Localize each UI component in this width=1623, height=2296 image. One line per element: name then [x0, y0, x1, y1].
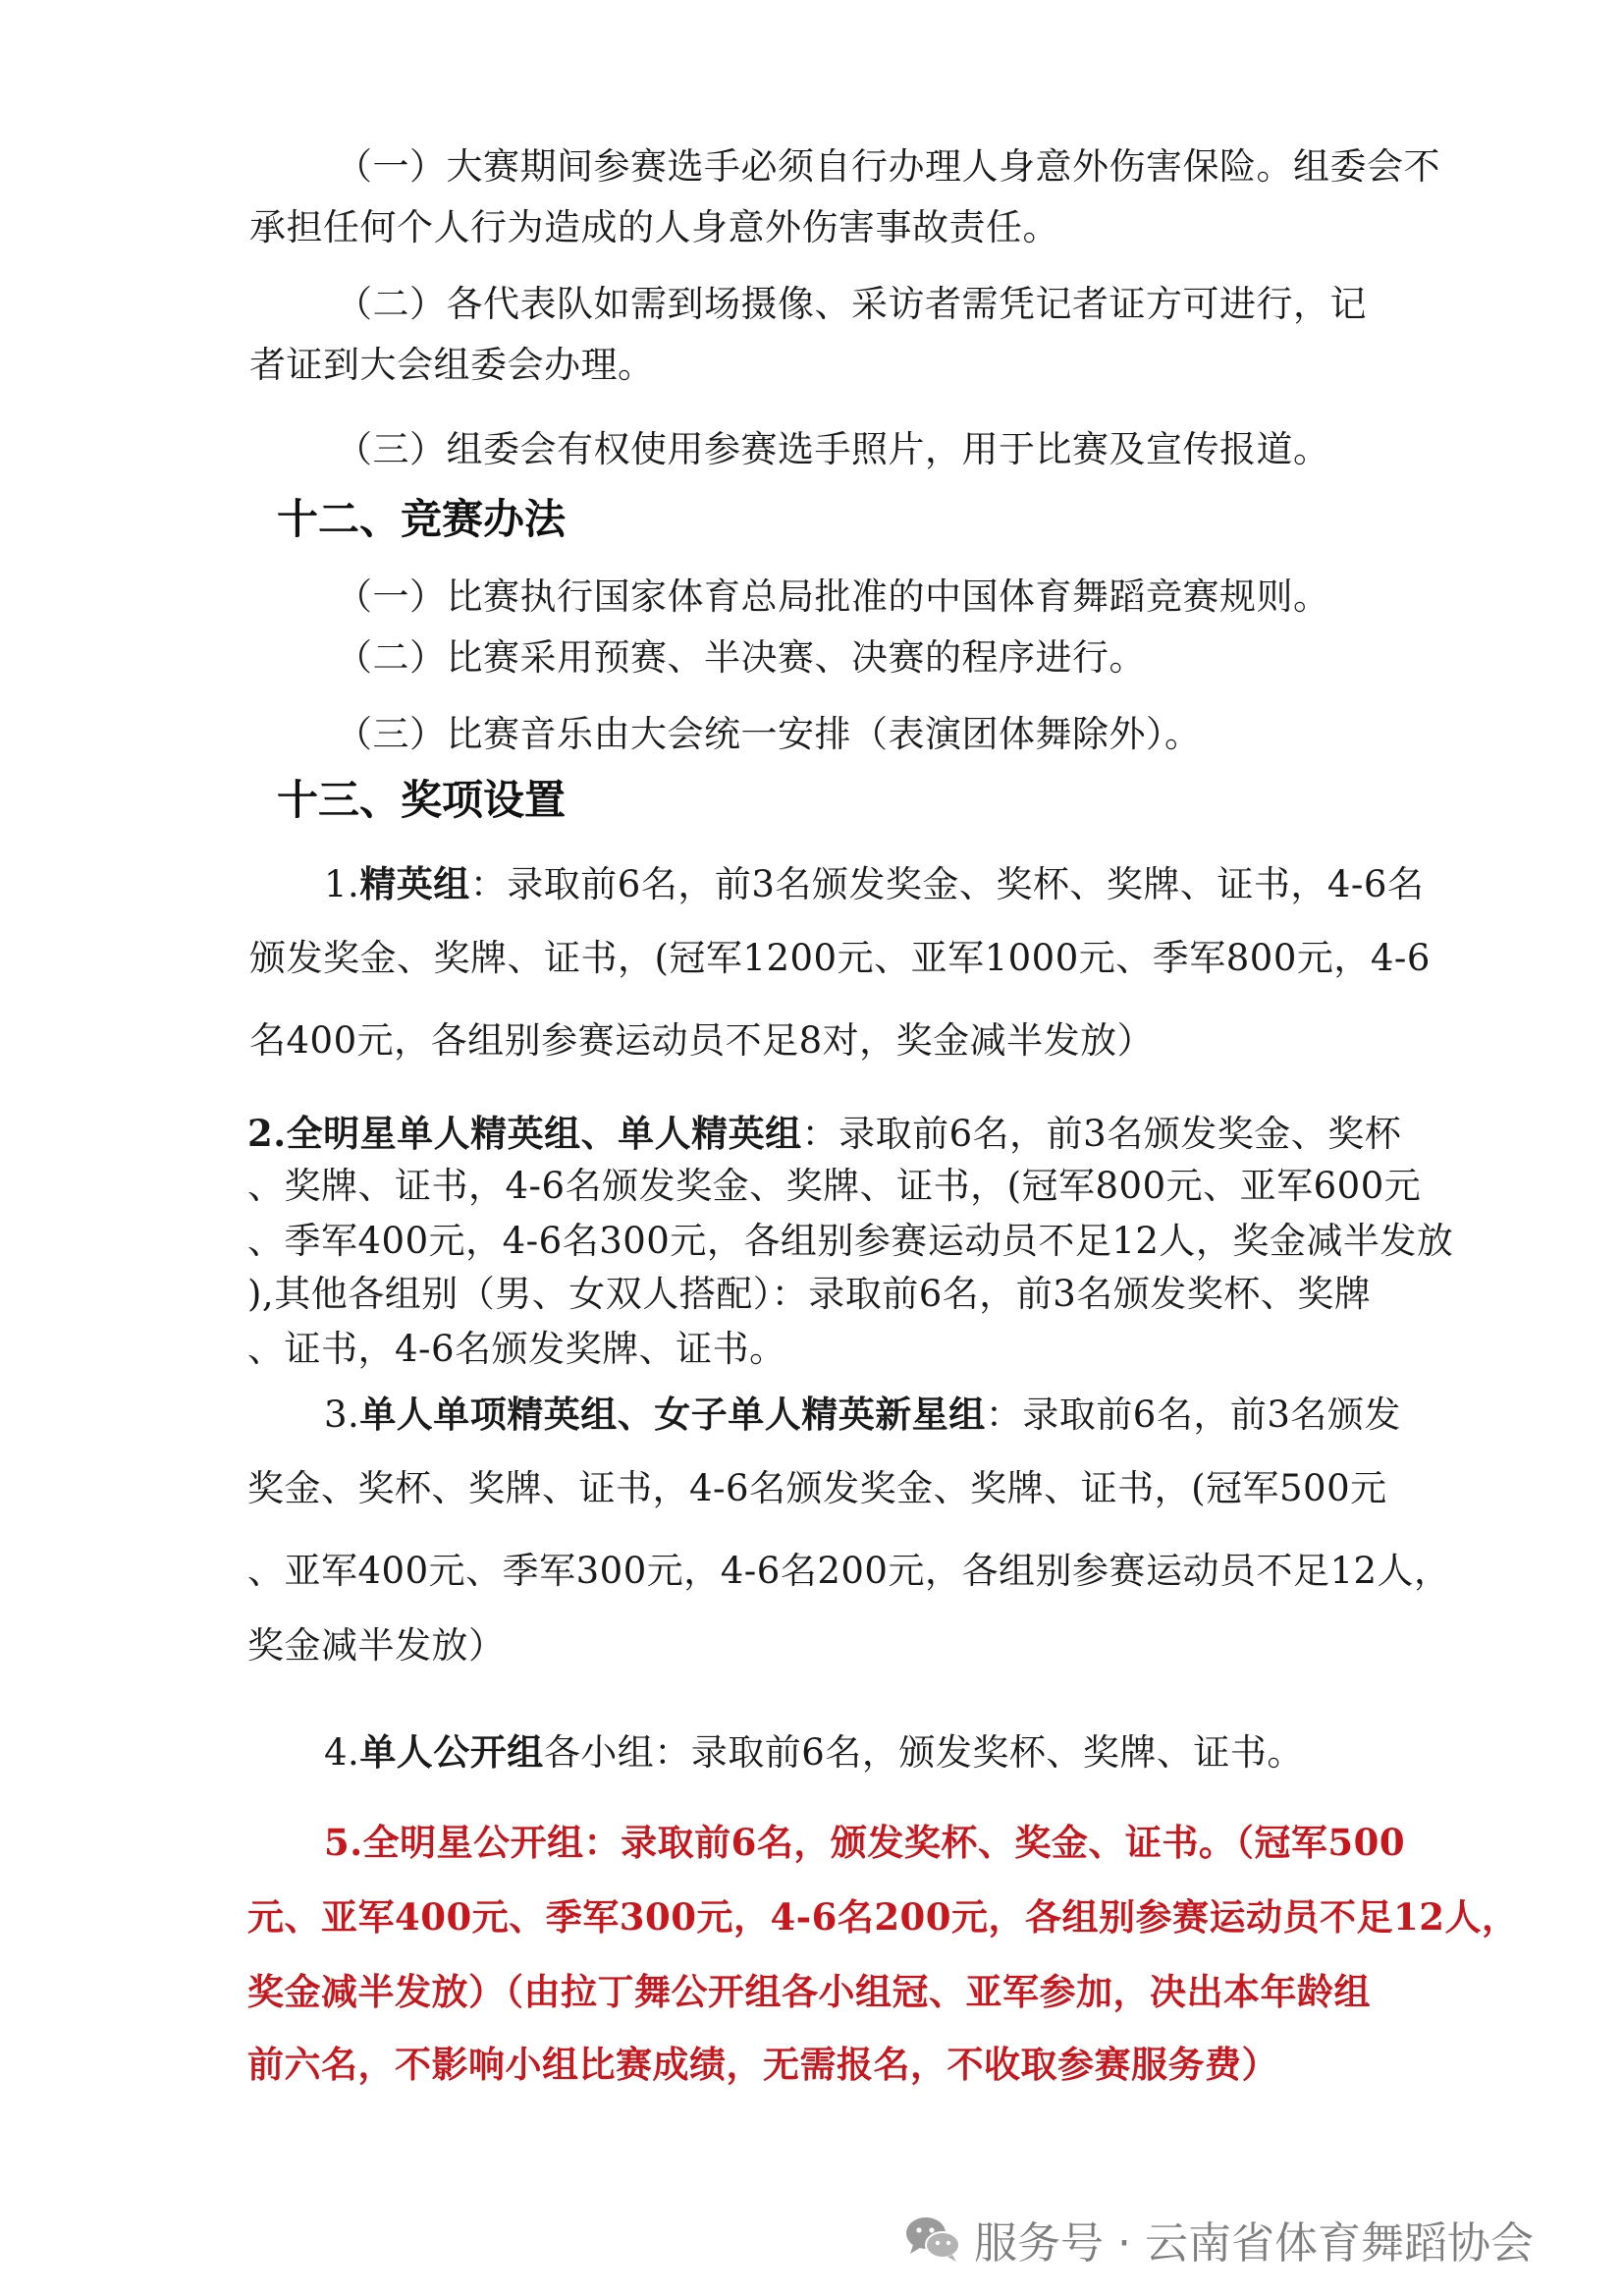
award-2-line-3: 、季军400元，4-6名300元，各组别参赛运动员不足12人，奖金减半发放 [247, 1220, 1454, 1262]
wechat-icon [903, 2214, 962, 2265]
competition-rule-1: （一）比赛执行国家体育总局批准的中国体育舞蹈竞赛规则。 [336, 575, 1330, 618]
award-3-line-1 [324, 1391, 1401, 1439]
award-3-line-3: 、亚军400元、季军300元，4-6名200元，各组别参赛运动员不足12人， [247, 1550, 1451, 1592]
heading-awards: 十三、奖项设置 [277, 776, 567, 824]
award-1-line-1 [324, 860, 1424, 908]
award-4-text: 各小组：录取前6名，颁发奖杯、奖牌、证书。 [543, 1731, 1304, 1774]
award-1-line-2: 颁发奖金、奖牌、证书，(冠军1200元、亚军1000元、季军800元，4-6 [249, 937, 1431, 979]
award-5-line-2: 元、亚军400元、季军300元，4-6名200元，各组别参赛运动员不足12人， [247, 1895, 1519, 1939]
clause-2-line-2: 者证到大会组委会办理。 [249, 344, 655, 386]
watermark-text: 服务号 · 云南省体育舞蹈协会 [974, 2218, 1534, 2269]
clause-2-line-1: （二）各代表队如需到场摄像、采访者需凭记者证方可进行，记 [336, 283, 1367, 325]
award-3-line-2: 奖金、奖杯、奖牌、证书，4-6名颁发奖金、奖牌、证书，(冠军500元 [247, 1467, 1387, 1509]
clause-3: （三）组委会有权使用参赛选手照片，用于比赛及宣传报道。 [336, 428, 1330, 470]
award-1-group: 精英组 [359, 862, 470, 905]
clause-1-line-2: 承担任何个人行为造成的人身意外伤害事故责任。 [249, 206, 1059, 248]
award-2-text: ：录取前6名，前3名颁发奖金、奖杯 [801, 1113, 1402, 1155]
award-3-number: 3. [324, 1394, 360, 1436]
award-4-line-1 [324, 1728, 1304, 1777]
award-1-text: ：录取前6名，前3名颁发奖金、奖杯、奖牌、证书，4-6名 [469, 863, 1425, 905]
award-1-line-3: 名400元，各组别参赛运动员不足8对，奖金减半发放） [249, 1019, 1155, 1062]
watermark [903, 2208, 1534, 2270]
competition-rule-2: （二）比赛采用预赛、半决赛、决赛的程序进行。 [336, 636, 1146, 679]
award-2-line-5: 、证书，4-6名颁发奖牌、证书。 [247, 1328, 786, 1370]
award-4-number: 4. [324, 1731, 360, 1774]
award-2-group: 2.全明星单人精英组、单人精英组 [247, 1112, 802, 1155]
award-2-line-4: ),其他各组别（男、女双人搭配）：录取前6名，前3名颁发奖杯、奖牌 [247, 1273, 1372, 1315]
award-3-group: 单人单项精英组、女子单人精英新星组 [359, 1393, 986, 1436]
award-1-number: 1. [324, 863, 360, 905]
award-5-line-3: 奖金减半发放）（由拉丁舞公开组各小组冠、亚军参加，决出本年龄组 [247, 1970, 1371, 2013]
clause-1-line-1: （一）大赛期间参赛选手必须自行办理人身意外伤害保险。组委会不 [336, 145, 1440, 188]
award-5-line-4: 前六名，不影响小组比赛成绩，无需报名，不收取参赛服务费） [247, 2043, 1278, 2086]
award-5-line-1: 5.全明星公开组：录取前6名，颁发奖杯、奖金、证书。（冠军500 [324, 1821, 1406, 1864]
award-3-text: ：录取前6名，前3名颁发 [985, 1394, 1401, 1436]
competition-rule-3: （三）比赛音乐由大会统一安排（表演团体舞除外）。 [336, 713, 1202, 755]
award-2-line-1 [247, 1110, 1401, 1158]
award-4-group: 单人公开组 [359, 1730, 544, 1774]
award-3-line-4: 奖金减半发放） [247, 1624, 506, 1667]
award-2-line-2: 、奖牌、证书，4-6名颁发奖金、奖牌、证书，(冠军800元、亚军600元 [247, 1165, 1422, 1207]
heading-competition-method: 十二、竞赛办法 [277, 495, 567, 543]
